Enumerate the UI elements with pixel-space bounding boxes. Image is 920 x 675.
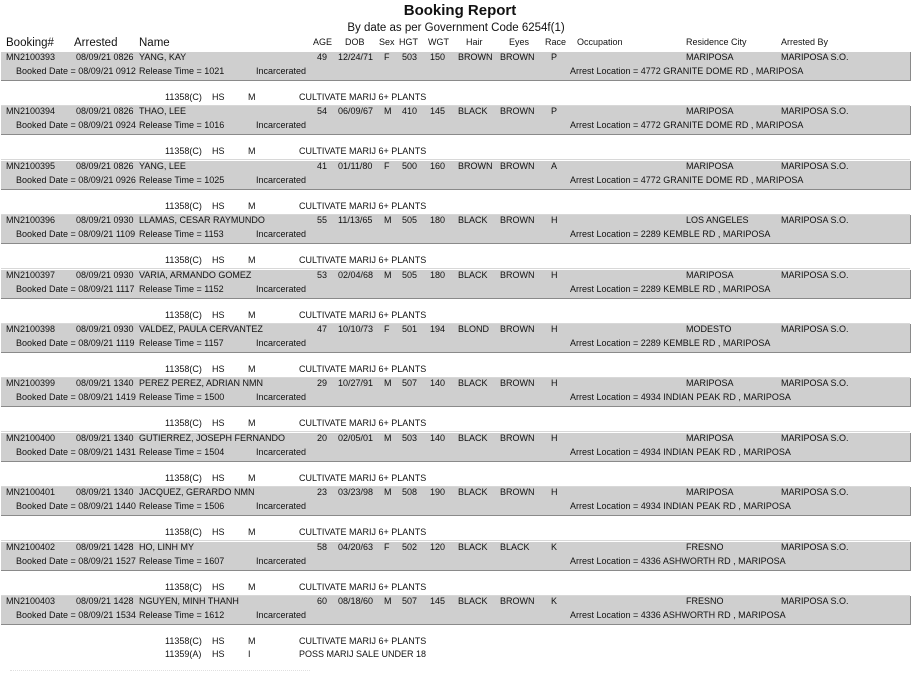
arrestee-name: VARIA, ARMANDO GOMEZ: [139, 269, 252, 280]
arrested-datetime: 08/09/21 1340: [76, 378, 134, 389]
age-value: 53: [317, 269, 328, 280]
race-value: P: [551, 106, 558, 117]
hair-value: BLACK: [458, 269, 488, 280]
header-wgt: WGT: [428, 37, 449, 47]
arrest-location: Arrest Location = 4934 INDIAN PEAK RD , MARIPOSA: [570, 392, 791, 403]
race-value: H: [551, 432, 558, 443]
custody-status: Incarcerated: [256, 338, 307, 348]
booked-date: Booked Date = 08/09/21 1527: [16, 555, 136, 566]
weight-value: 180: [430, 215, 446, 226]
charge-description: CULTIVATE MARIJ 6+ PLANTS: [299, 92, 427, 102]
release-time: Release Time = 1021: [139, 66, 225, 76]
header-hgt: HGT: [399, 37, 418, 47]
hair-value: BLACK: [458, 215, 488, 226]
booking-number: MN2100402: [6, 541, 56, 552]
header-name: Name: [139, 37, 170, 49]
booking-number: MN2100401: [6, 487, 56, 498]
residence-city: MARIPOSA: [686, 432, 734, 443]
charge-type: HS: [212, 146, 225, 157]
arrestee-name: YANG, KAY: [139, 52, 187, 62]
booking-number: MN2100400: [6, 432, 56, 443]
booking-record: [0, 215, 920, 269]
custody-status: Incarcerated: [256, 555, 307, 566]
header-occupation: Occupation: [577, 37, 623, 47]
hair-value: BLACK: [458, 378, 488, 389]
charge-type: HS: [212, 527, 225, 538]
charge-type: HS: [212, 92, 225, 102]
age-value: 20: [317, 432, 328, 443]
booked-date: Booked Date = 08/09/21 1419: [16, 392, 136, 403]
age-value: 49: [317, 52, 328, 62]
charge-level: M: [248, 472, 256, 483]
hair-value: BROWN: [458, 52, 493, 62]
hair-value: BLACK: [458, 106, 488, 117]
eyes-value: BROWN: [500, 269, 535, 280]
booking-record: [0, 270, 920, 324]
booked-date: Booked Date = 08/09/21 0924: [16, 120, 136, 131]
footer-divider: [10, 670, 310, 675]
header-hair: Hair: [466, 37, 483, 47]
eyes-value: BLACK: [500, 541, 530, 552]
charge-code: 11358(C): [165, 146, 202, 157]
charge-code: 11358(C): [165, 636, 202, 646]
booked-date: Booked Date = 08/09/21 1534: [16, 610, 136, 620]
charge-code: 11358(C): [165, 527, 202, 538]
booking-record: [0, 52, 920, 106]
weight-value: 190: [430, 487, 446, 498]
arrestee-name: GUTIERREZ, JOSEPH FERNANDO: [139, 432, 286, 443]
custody-status: Incarcerated: [256, 174, 307, 185]
height-value: 503: [402, 432, 418, 443]
charge-description: CULTIVATE MARIJ 6+ PLANTS: [299, 636, 427, 646]
eyes-value: BROWN: [500, 596, 535, 606]
custody-status: Incarcerated: [256, 120, 307, 131]
booking-number: MN2100395: [6, 160, 56, 171]
arrested-by: MARIPOSA S.O.: [781, 541, 849, 552]
charge-code: 11358(C): [165, 309, 202, 320]
sex-value: F: [384, 541, 390, 552]
custody-status: Incarcerated: [256, 66, 307, 76]
booked-date: Booked Date = 08/09/21 1119: [16, 338, 135, 348]
eyes-value: BROWN: [500, 432, 535, 443]
custody-status: Incarcerated: [256, 446, 307, 457]
age-value: 23: [317, 487, 328, 498]
dob-value: 02/04/68: [338, 269, 374, 280]
dob-value: 06/09/67: [338, 106, 374, 117]
charge-type: HS: [212, 200, 225, 211]
booking-record: [0, 487, 920, 541]
booking-number: MN2100396: [6, 215, 56, 226]
arrest-location: Arrest Location = 2289 KEMBLE RD , MARIPOSA: [570, 338, 771, 348]
charge-type: HS: [212, 255, 225, 266]
charge-level: M: [248, 146, 256, 157]
arrest-location: Arrest Location = 2289 KEMBLE RD , MARIPOSA: [570, 283, 771, 294]
weight-value: 145: [430, 106, 446, 117]
booked-date: Booked Date = 08/09/21 0926: [16, 174, 136, 185]
residence-city: MARIPOSA: [686, 106, 734, 117]
eyes-value: BROWN: [500, 324, 535, 334]
arrestee-name: YANG, LEE: [139, 160, 186, 171]
dob-value: 01/11/80: [338, 160, 373, 171]
arrested-by: MARIPOSA S.O.: [781, 596, 849, 606]
charge-code: 11358(C): [165, 255, 202, 266]
dob-value: 02/05/01: [338, 432, 374, 443]
header-dob: DOB: [345, 37, 365, 47]
custody-status: Incarcerated: [256, 283, 307, 294]
charge-description: CULTIVATE MARIJ 6+ PLANTS: [299, 581, 427, 592]
charge-type: HS: [212, 418, 225, 429]
booked-date: Booked Date = 08/09/21 0912: [16, 66, 136, 76]
sex-value: M: [384, 215, 392, 226]
charge-level: M: [248, 255, 256, 266]
eyes-value: BROWN: [500, 378, 535, 389]
age-value: 58: [317, 541, 328, 552]
race-value: A: [551, 160, 558, 171]
charge-level: M: [248, 581, 256, 592]
arrested-by: MARIPOSA S.O.: [781, 432, 849, 443]
arrested-by: MARIPOSA S.O.: [781, 487, 849, 498]
residence-city: MARIPOSA: [686, 487, 734, 498]
custody-status: Incarcerated: [256, 610, 307, 620]
booking-number: MN2100398: [6, 324, 56, 334]
arrestee-name: VALDEZ, PAULA CERVANTEZ: [139, 324, 263, 334]
booking-record: [0, 324, 920, 378]
charge-description: CULTIVATE MARIJ 6+ PLANTS: [299, 418, 427, 429]
arrested-datetime: 08/09/21 1340: [76, 432, 134, 443]
charge-code: 11358(C): [165, 92, 202, 102]
booked-date: Booked Date = 08/09/21 1109: [16, 229, 136, 240]
charge-level: I: [248, 649, 251, 659]
race-value: K: [551, 541, 558, 552]
eyes-value: BROWN: [500, 160, 535, 171]
charge-code: 11358(C): [165, 200, 202, 211]
weight-value: 180: [430, 269, 446, 280]
charge-type: HS: [212, 636, 225, 646]
charge-code: 11358(C): [165, 364, 202, 374]
release-time: Release Time = 1506: [139, 501, 225, 512]
header-booking: Booking#: [6, 37, 54, 49]
arrested-datetime: 08/09/21 0930: [76, 269, 134, 280]
charge-type: HS: [212, 649, 225, 659]
height-value: 507: [402, 378, 418, 389]
charge-description: CULTIVATE MARIJ 6+ PLANTS: [299, 364, 427, 374]
hair-value: BLACK: [458, 596, 488, 606]
record-band: [1, 324, 911, 353]
report-title: Booking Report: [403, 2, 517, 19]
weight-value: 160: [430, 160, 446, 171]
charge-code: 11359(A): [165, 649, 202, 659]
race-value: H: [551, 487, 558, 498]
charge-type: HS: [212, 472, 225, 483]
booking-record: [0, 106, 920, 160]
residence-city: FRESNO: [686, 596, 724, 606]
custody-status: Incarcerated: [256, 229, 307, 240]
booking-record: [0, 542, 920, 596]
record-band: [1, 215, 911, 244]
arrest-location: Arrest Location = 2289 KEMBLE RD , MARIPOSA: [570, 229, 771, 240]
hair-value: BLACK: [458, 487, 488, 498]
dob-value: 03/23/98: [338, 487, 374, 498]
booking-number: MN2100403: [6, 596, 56, 606]
arrest-location: Arrest Location = 4336 ASHWORTH RD , MARIPOSA: [570, 610, 786, 620]
arrested-by: MARIPOSA S.O.: [781, 106, 849, 117]
arrested-by: MARIPOSA S.O.: [781, 160, 849, 171]
arrest-location: Arrest Location = 4934 INDIAN PEAK RD , MARIPOSA: [570, 446, 791, 457]
weight-value: 194: [430, 324, 446, 334]
charge-level: M: [248, 92, 256, 102]
residence-city: MARIPOSA: [686, 52, 734, 62]
charge-description: POSS MARIJ SALE UNDER 18: [299, 649, 427, 659]
header-age: AGE: [313, 37, 333, 47]
height-value: 410: [402, 106, 418, 117]
weight-value: 140: [430, 432, 446, 443]
eyes-value: BROWN: [500, 487, 535, 498]
arrest-location: Arrest Location = 4772 GRANITE DOME RD , MARIPOSA: [570, 174, 804, 185]
height-value: 508: [402, 487, 418, 498]
charge-description: CULTIVATE MARIJ 6+ PLANTS: [299, 309, 427, 320]
height-value: 500: [402, 160, 418, 171]
booked-date: Booked Date = 08/09/21 1117: [16, 283, 135, 294]
arrest-location: Arrest Location = 4934 INDIAN PEAK RD , MARIPOSA: [570, 501, 791, 512]
sex-value: F: [384, 324, 390, 334]
arrested-by: MARIPOSA S.O.: [781, 215, 849, 226]
arrestee-name: HO, LINH MY: [139, 541, 195, 552]
release-time: Release Time = 1607: [139, 555, 225, 566]
height-value: 502: [402, 541, 418, 552]
arrest-location: Arrest Location = 4772 GRANITE DOME RD , MARIPOSA: [570, 66, 804, 76]
charge-description: CULTIVATE MARIJ 6+ PLANTS: [299, 527, 427, 538]
release-time: Release Time = 1504: [139, 446, 225, 457]
charge-level: M: [248, 418, 256, 429]
arrestee-name: JACQUEZ, GERARDO NMN: [139, 487, 255, 498]
arrested-by: MARIPOSA S.O.: [781, 378, 849, 389]
report-subtitle: By date as per Government Code 6254f(1): [347, 22, 565, 34]
race-value: H: [551, 215, 558, 226]
sex-value: F: [384, 52, 390, 62]
charge-level: M: [248, 364, 256, 374]
booking-record: [0, 433, 920, 487]
race-value: H: [551, 378, 558, 389]
record-band: [1, 270, 911, 299]
residence-city: LOS ANGELES: [686, 215, 749, 226]
header-arrested-by: Arrested By: [781, 37, 829, 47]
residence-city: FRESNO: [686, 541, 724, 552]
weight-value: 145: [430, 596, 446, 606]
charge-level: M: [248, 200, 256, 211]
release-time: Release Time = 1152: [139, 283, 224, 294]
charge-type: HS: [212, 309, 225, 320]
residence-city: MARIPOSA: [686, 269, 734, 280]
header-race: Race: [545, 37, 567, 47]
arrested-datetime: 08/09/21 1428: [76, 541, 134, 552]
arrestee-name: PEREZ PEREZ, ADRIAN NMN: [139, 378, 264, 389]
charge-description: CULTIVATE MARIJ 6+ PLANTS: [299, 255, 427, 266]
release-time: Release Time = 1500: [139, 392, 225, 403]
age-value: 60: [317, 596, 328, 606]
charge-level: M: [248, 527, 256, 538]
arrestee-name: NGUYEN, MINH THANH: [139, 596, 239, 606]
dob-value: 10/27/91: [338, 378, 374, 389]
booked-date: Booked Date = 08/09/21 1440: [16, 501, 136, 512]
residence-city: MARIPOSA: [686, 160, 734, 171]
dob-value: 12/24/71: [338, 52, 374, 62]
custody-status: Incarcerated: [256, 501, 307, 512]
hair-value: BLOND: [458, 324, 490, 334]
charge-code: 11358(C): [165, 581, 202, 592]
sex-value: M: [384, 487, 392, 498]
sex-value: M: [384, 432, 392, 443]
arrested-datetime: 08/09/21 0826: [76, 52, 134, 62]
arrested-by: MARIPOSA S.O.: [781, 52, 849, 62]
booking-record: [0, 378, 920, 432]
release-time: Release Time = 1153: [139, 229, 224, 240]
race-value: K: [551, 596, 558, 606]
booking-number: MN2100393: [6, 52, 56, 62]
arrestee-name: LLAMAS, CESAR RAYMUNDO: [139, 215, 265, 226]
booked-date: Booked Date = 08/09/21 1431: [16, 446, 136, 457]
booking-record: [0, 161, 920, 215]
charge-description: CULTIVATE MARIJ 6+ PLANTS: [299, 200, 427, 211]
booking-number: MN2100399: [6, 378, 56, 389]
age-value: 54: [317, 106, 328, 117]
charge-code: 11358(C): [165, 418, 202, 429]
height-value: 505: [402, 269, 418, 280]
charge-level: M: [248, 309, 256, 320]
age-value: 29: [317, 378, 328, 389]
weight-value: 140: [430, 378, 446, 389]
arrested-datetime: 08/09/21 1340: [76, 487, 134, 498]
arrested-datetime: 08/09/21 1428: [76, 596, 134, 606]
arrested-datetime: 08/09/21 0826: [76, 160, 134, 171]
residence-city: MARIPOSA: [686, 378, 734, 389]
custody-status: Incarcerated: [256, 392, 307, 403]
charge-level: M: [248, 636, 256, 646]
arrested-datetime: 08/09/21 0826: [76, 106, 134, 117]
booking-record: [0, 596, 920, 659]
eyes-value: BROWN: [500, 215, 535, 226]
header-eyes: Eyes: [509, 37, 530, 47]
dob-value: 10/10/73: [338, 324, 374, 334]
height-value: 503: [402, 52, 418, 62]
booking-number: MN2100394: [6, 106, 56, 117]
race-value: H: [551, 324, 558, 334]
release-time: Release Time = 1157: [139, 338, 224, 348]
hair-value: BLACK: [458, 432, 488, 443]
age-value: 55: [317, 215, 328, 226]
race-value: P: [551, 52, 558, 62]
eyes-value: BROWN: [500, 52, 535, 62]
arrested-by: MARIPOSA S.O.: [781, 324, 849, 334]
weight-value: 120: [430, 541, 446, 552]
age-value: 47: [317, 324, 328, 334]
age-value: 41: [317, 160, 328, 171]
hair-value: BROWN: [458, 160, 493, 171]
dob-value: 08/18/60: [338, 596, 374, 606]
charge-description: CULTIVATE MARIJ 6+ PLANTS: [299, 146, 427, 157]
sex-value: M: [384, 106, 392, 117]
sex-value: M: [384, 596, 392, 606]
arrestee-name: THAO, LEE: [139, 106, 187, 117]
charge-code: 11358(C): [165, 472, 202, 483]
header-sex: Sex: [379, 37, 395, 47]
arrested-datetime: 08/09/21 0930: [76, 215, 134, 226]
booking-number: MN2100397: [6, 269, 56, 280]
release-time: Release Time = 1025: [139, 174, 225, 185]
sex-value: F: [384, 160, 390, 171]
race-value: H: [551, 269, 558, 280]
height-value: 501: [402, 324, 418, 334]
sex-value: M: [384, 378, 392, 389]
dob-value: 11/13/65: [338, 215, 373, 226]
header-residence-city: Residence City: [686, 37, 747, 47]
charge-description: CULTIVATE MARIJ 6+ PLANTS: [299, 472, 427, 483]
dob-value: 04/20/63: [338, 541, 374, 552]
height-value: 507: [402, 596, 418, 606]
charge-type: HS: [212, 581, 225, 592]
release-time: Release Time = 1016: [139, 120, 225, 131]
residence-city: MODESTO: [686, 324, 732, 334]
hair-value: BLACK: [458, 541, 488, 552]
arrested-datetime: 08/09/21 0930: [76, 324, 134, 334]
arrested-by: MARIPOSA S.O.: [781, 269, 849, 280]
arrest-location: Arrest Location = 4336 ASHWORTH RD , MARIPOSA: [570, 555, 786, 566]
arrest-location: Arrest Location = 4772 GRANITE DOME RD , MARIPOSA: [570, 120, 804, 131]
release-time: Release Time = 1612: [139, 610, 225, 620]
eyes-value: BROWN: [500, 106, 535, 117]
sex-value: M: [384, 269, 392, 280]
weight-value: 150: [430, 52, 446, 62]
height-value: 505: [402, 215, 418, 226]
charge-type: HS: [212, 364, 225, 374]
header-arrested: Arrested: [74, 37, 118, 49]
